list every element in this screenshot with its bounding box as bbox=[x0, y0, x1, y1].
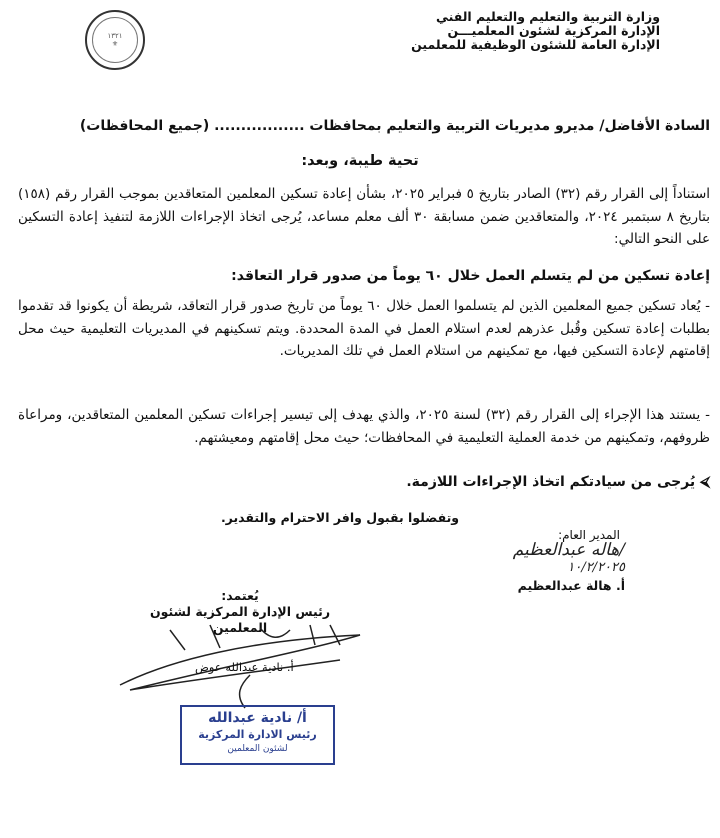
letterhead bbox=[411, 10, 660, 52]
request-line: ⮘ يُرجى من سيادتكم اتخاذ الإجراءات اللازمة. bbox=[406, 474, 710, 490]
approval-title: رئيس الإدارة المركزية لشئون المعلمين bbox=[149, 604, 331, 635]
letterhead-line: الإدارة المركزية لشئون المعلميـــن bbox=[447, 23, 660, 38]
paragraph-rehousing: - يُعاد تسكين جميع المعلمين الذين لم يتسلموا العمل خلال ٦٠ يوماً من تاريخ صدور قرار التعاقد، شريطة أن يكونوا قد تقدموا بطلبات إعادة تسكين وقُبل عذرهم لعدم استلام العمل في المدة المحددة. ويتم تسكينهم في المديريات التعليمية حيث محل إقامتهم لإعادة التسكين فيها، مع تمكينهم من استلام العمل في تلك المديريات. bbox=[18, 298, 711, 359]
approval-label: يُعتمد: bbox=[221, 588, 259, 603]
letterhead-line: وزارة التربية والتعليم والتعليم الفني bbox=[435, 9, 660, 24]
official-stamp bbox=[180, 705, 335, 765]
ministry-seal-logo: ١٣٢١ ⚜ bbox=[85, 10, 145, 70]
stamp-line: لشئون المعلمين bbox=[227, 744, 288, 754]
director-signature bbox=[513, 542, 625, 576]
paragraph-intro: استناداً إلى القرار رقم (٣٢) الصادر بتاريخ ٥ فبراير ٢٠٢٥، بشأن إعادة تسكين المعلمين المتعاقدين بموجب القرار رقم (١٥٨) بتاريخ ٨ سبتمبر ٢٠٢٤، والمتعاقدين ضمن مسابقة ٣٠ ألف معلم مساعد، يُرجى اتخاذ الإجراءات اللازمة لتنفيذ إعادة التسكين على النحو التالي: bbox=[18, 186, 711, 247]
greeting: تحية طيبة، وبعد: bbox=[301, 153, 419, 169]
salutation: السادة الأفاضل/ مديرو مديريات التربية والتعليم بمحافظات ................. (جميع المحافظات) bbox=[79, 118, 710, 134]
director-signature-text: /هاله عبدالعظيم bbox=[512, 540, 625, 560]
approver-signature-name: أ. نادية عبدالله عوض bbox=[195, 660, 294, 674]
section-heading: إعادة تسكين من لم يتسلم العمل خلال ٦٠ يوماً من صدور قرار التعاقد: bbox=[231, 268, 710, 284]
letterhead-line: الإدارة العامة للشئون الوظيفية للمعلمين bbox=[411, 37, 660, 52]
closing-line: وتفضلوا بقبول وافر الاحترام والتقدير. bbox=[220, 510, 460, 525]
director-title: المدير العام: bbox=[558, 528, 620, 542]
director-name: أ. هالة عبدالعظيم bbox=[517, 578, 625, 593]
stamp-line: رئيس الادارة المركزية bbox=[198, 728, 317, 741]
director-signature-date: ١٠/٢/٢٠٢٥ bbox=[567, 560, 625, 575]
paragraph-basis: - يستند هذا الإجراء إلى القرار رقم (٣٢) لسنة ٢٠٢٥، والذي يهدف إلى تيسير إجراءات تسكين المعلمين المتعاقدين، ومراعاة ظروفهم، وتمكينهم من خدمة العملية التعليمية في المحافظات؛ حيث محل إقامتهم ومعيشتهم. bbox=[18, 407, 711, 446]
stamp-line: أ/ نادية عبدالله bbox=[208, 710, 307, 726]
